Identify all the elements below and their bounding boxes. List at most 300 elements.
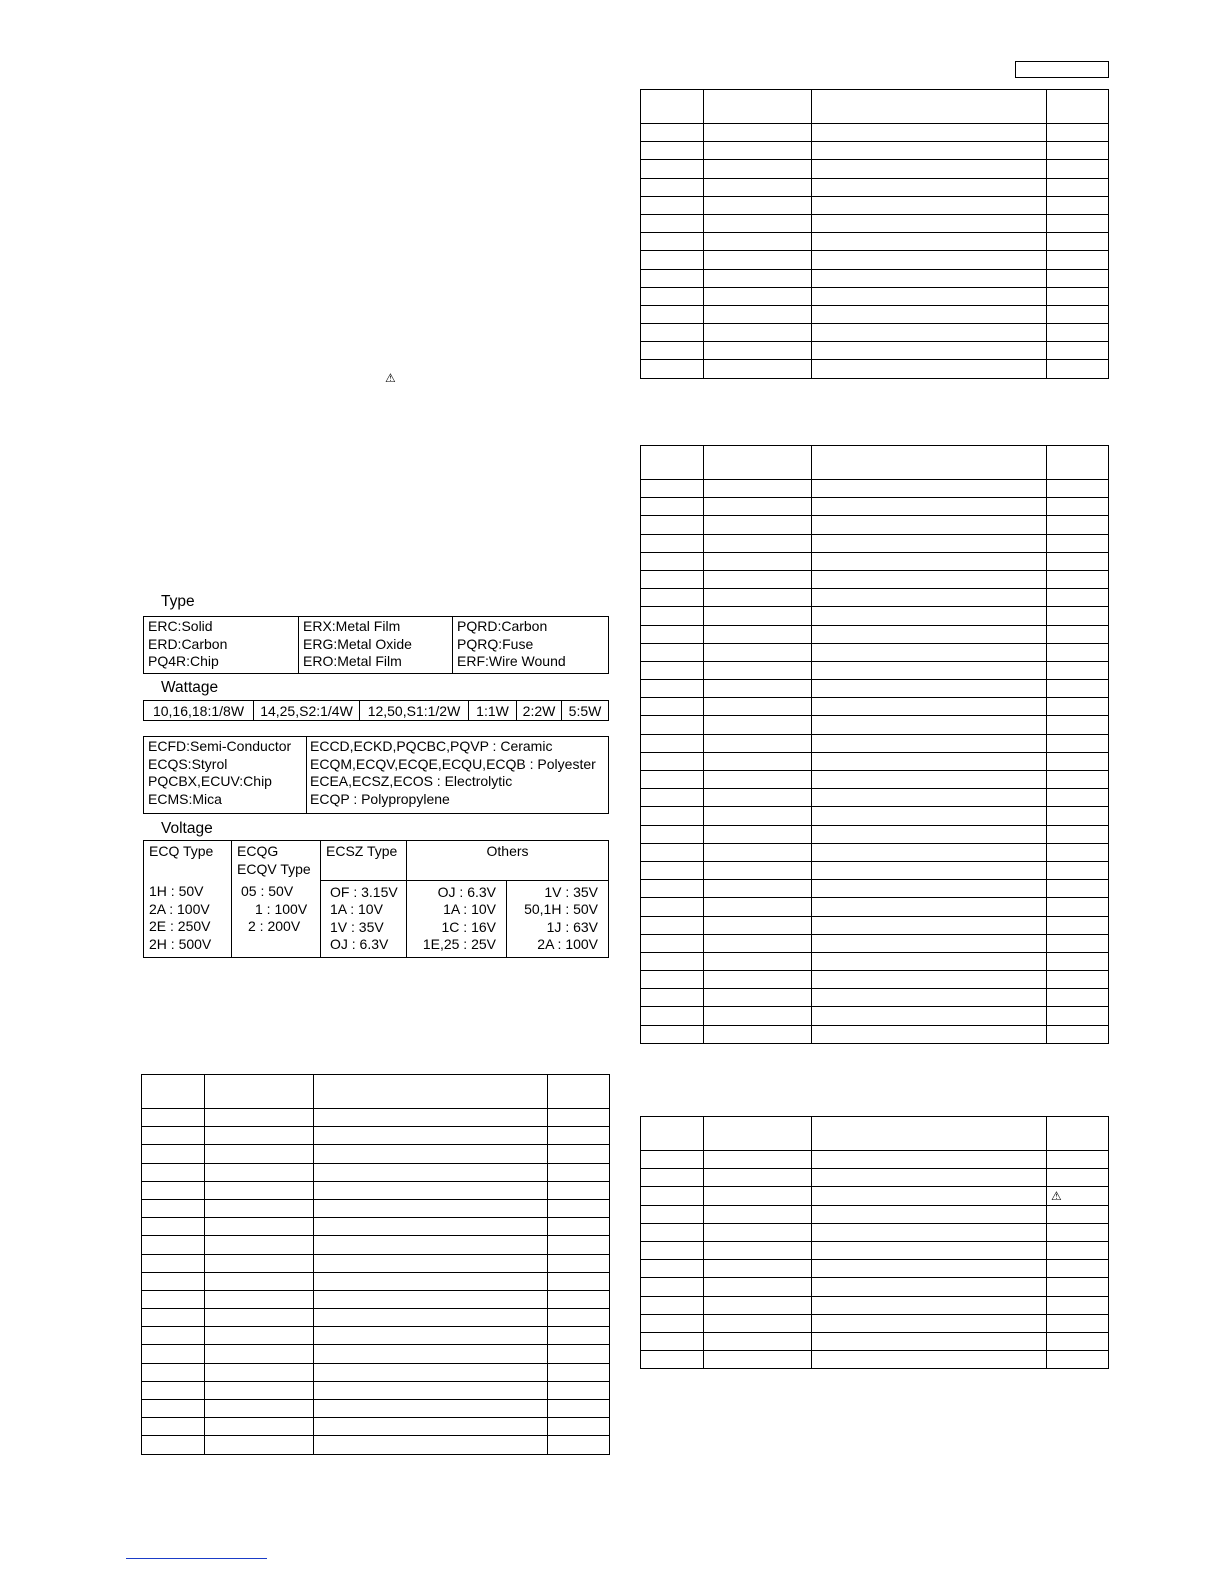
voltage-value: 05 : 50V bbox=[241, 883, 294, 899]
table-cell bbox=[1047, 825, 1109, 843]
table-cell bbox=[704, 534, 812, 552]
type-entry: ERC:Solid bbox=[148, 618, 213, 634]
table-cell bbox=[548, 1145, 610, 1163]
table-cell bbox=[205, 1236, 314, 1254]
table-cell bbox=[812, 1169, 1047, 1187]
table-cell bbox=[704, 952, 812, 970]
table-cell bbox=[205, 1181, 314, 1199]
table-row bbox=[641, 789, 1109, 807]
table-cell bbox=[1047, 1278, 1109, 1296]
table-cell bbox=[641, 1169, 704, 1187]
table-cell bbox=[641, 1151, 704, 1169]
table-header-row bbox=[641, 446, 1109, 480]
voltage-others-a-values bbox=[407, 880, 507, 957]
table-row bbox=[641, 124, 1109, 142]
table-cell bbox=[314, 1109, 548, 1127]
table-cell bbox=[1047, 142, 1109, 160]
table-row bbox=[641, 570, 1109, 588]
table-cell bbox=[812, 251, 1047, 269]
table-row bbox=[142, 1236, 610, 1254]
table-cell bbox=[812, 716, 1047, 734]
wattage-cell: 5:5W bbox=[562, 701, 609, 721]
resistor-type-legend bbox=[143, 616, 609, 674]
table-header-row bbox=[641, 90, 1109, 124]
table-row bbox=[142, 1181, 610, 1199]
table-cell bbox=[548, 1418, 610, 1436]
table-cell bbox=[641, 934, 704, 952]
wattage-legend-title: Wattage bbox=[161, 679, 219, 696]
table-row bbox=[142, 1109, 610, 1127]
table-header-cell bbox=[142, 1075, 205, 1109]
table-cell bbox=[314, 1363, 548, 1381]
table-cell bbox=[641, 305, 704, 323]
table-cell bbox=[641, 233, 704, 251]
table-cell bbox=[812, 498, 1047, 516]
table-cell bbox=[704, 160, 812, 178]
table-row bbox=[142, 1381, 610, 1399]
table-cell bbox=[641, 861, 704, 879]
table-cell bbox=[704, 680, 812, 698]
table-cell bbox=[641, 734, 704, 752]
table-row bbox=[142, 1345, 610, 1363]
table-cell bbox=[1047, 589, 1109, 607]
table-cell bbox=[548, 1309, 610, 1327]
table-cell bbox=[314, 1400, 548, 1418]
table-cell bbox=[641, 498, 704, 516]
table-cell bbox=[641, 898, 704, 916]
table-cell bbox=[704, 898, 812, 916]
table-cell bbox=[812, 1025, 1047, 1043]
table-cell bbox=[812, 734, 1047, 752]
table-cell bbox=[641, 251, 704, 269]
table-cell bbox=[314, 1181, 548, 1199]
table-header-row bbox=[641, 1117, 1109, 1151]
table-row bbox=[142, 1400, 610, 1418]
table-cell bbox=[641, 589, 704, 607]
table-cell bbox=[704, 971, 812, 989]
page-header-box bbox=[1015, 61, 1109, 78]
wattage-cell: 12,50,S1:1/2W bbox=[360, 701, 469, 721]
table-cell bbox=[205, 1345, 314, 1363]
table-row bbox=[641, 952, 1109, 970]
table-header-cell bbox=[1047, 446, 1109, 480]
table-cell bbox=[812, 898, 1047, 916]
table-cell bbox=[641, 1241, 704, 1259]
table-cell bbox=[1047, 480, 1109, 498]
table-cell bbox=[548, 1109, 610, 1127]
voltage-legend-title: Voltage bbox=[161, 820, 213, 837]
table-cell bbox=[812, 516, 1047, 534]
table-cell bbox=[641, 989, 704, 1007]
table-cell bbox=[1047, 643, 1109, 661]
table-row bbox=[641, 861, 1109, 879]
capacitor-type-legend bbox=[143, 736, 609, 814]
table-cell bbox=[1047, 989, 1109, 1007]
table-row bbox=[142, 1272, 610, 1290]
table-cell bbox=[812, 934, 1047, 952]
table-cell bbox=[1047, 843, 1109, 861]
table-cell bbox=[205, 1400, 314, 1418]
table-cell bbox=[704, 552, 812, 570]
warning-icon: ⚠ bbox=[1051, 1188, 1062, 1203]
table-row bbox=[142, 1145, 610, 1163]
table-cell bbox=[142, 1381, 205, 1399]
table-cell bbox=[1047, 734, 1109, 752]
table-cell bbox=[704, 789, 812, 807]
table-row bbox=[641, 971, 1109, 989]
table-cell bbox=[1047, 516, 1109, 534]
table-cell bbox=[1047, 807, 1109, 825]
table-cell bbox=[142, 1418, 205, 1436]
voltage-header-ecsz: ECSZ Type bbox=[321, 841, 407, 881]
table-cell bbox=[704, 807, 812, 825]
table-cell bbox=[314, 1272, 548, 1290]
table-cell bbox=[704, 251, 812, 269]
table-cell bbox=[812, 607, 1047, 625]
table-cell bbox=[1047, 534, 1109, 552]
table-cell bbox=[314, 1199, 548, 1217]
table-cell bbox=[812, 989, 1047, 1007]
table-cell bbox=[641, 269, 704, 287]
table-cell bbox=[641, 1260, 704, 1278]
table-cell bbox=[641, 480, 704, 498]
table-cell bbox=[548, 1272, 610, 1290]
table-row bbox=[641, 1007, 1109, 1025]
table-cell bbox=[205, 1327, 314, 1345]
table-cell bbox=[142, 1309, 205, 1327]
table-cell bbox=[704, 625, 812, 643]
table-row bbox=[641, 305, 1109, 323]
table-cell bbox=[1047, 124, 1109, 142]
voltage-ecsz-values bbox=[321, 880, 407, 957]
table-cell bbox=[704, 989, 812, 1007]
voltage-value: 50,1H : 50V bbox=[524, 901, 599, 917]
table-cell bbox=[1047, 233, 1109, 251]
voltage-header-ecqg bbox=[232, 841, 321, 881]
table-cell bbox=[1047, 196, 1109, 214]
table-cell bbox=[812, 160, 1047, 178]
table-cell bbox=[641, 1278, 704, 1296]
table-cell bbox=[314, 1436, 548, 1454]
table-cell bbox=[704, 771, 812, 789]
table-header-cell bbox=[812, 90, 1047, 124]
table-cell bbox=[704, 1260, 812, 1278]
table-cell bbox=[704, 698, 812, 716]
voltage-header-line: ECQV Type bbox=[237, 860, 311, 877]
voltage-value: OJ : 6.3V bbox=[437, 883, 496, 900]
table-row bbox=[641, 825, 1109, 843]
table-cell bbox=[704, 825, 812, 843]
parts-table-right-2 bbox=[640, 445, 1109, 1044]
table-cell bbox=[548, 1381, 610, 1399]
table-row bbox=[641, 607, 1109, 625]
parts-table-left-1 bbox=[141, 1074, 610, 1455]
table-cell bbox=[1047, 324, 1109, 342]
table-cell bbox=[314, 1127, 548, 1145]
table-cell bbox=[548, 1218, 610, 1236]
table-cell bbox=[142, 1236, 205, 1254]
table-cell bbox=[641, 971, 704, 989]
table-row bbox=[641, 1314, 1109, 1332]
table-row bbox=[641, 1296, 1109, 1314]
table-cell bbox=[812, 1223, 1047, 1241]
table-cell bbox=[704, 324, 812, 342]
table-cell bbox=[314, 1145, 548, 1163]
table-row bbox=[641, 1169, 1109, 1187]
table-cell bbox=[548, 1199, 610, 1217]
table-cell bbox=[704, 498, 812, 516]
type-entry: ERX:Metal Film bbox=[303, 618, 401, 634]
table-row bbox=[641, 1223, 1109, 1241]
table-cell bbox=[1047, 342, 1109, 360]
table-cell bbox=[1047, 789, 1109, 807]
table-row bbox=[641, 1151, 1109, 1169]
table-cell bbox=[641, 287, 704, 305]
table-row bbox=[641, 480, 1109, 498]
table-cell bbox=[1047, 1007, 1109, 1025]
table-cell bbox=[1047, 305, 1109, 323]
table-cell bbox=[142, 1363, 205, 1381]
table-cell bbox=[812, 1351, 1047, 1369]
type-entry: ERD:Carbon bbox=[148, 635, 228, 652]
table-cell bbox=[548, 1236, 610, 1254]
table-row bbox=[641, 534, 1109, 552]
voltage-others-b-values bbox=[507, 880, 609, 957]
table-row bbox=[142, 1218, 610, 1236]
table-cell bbox=[314, 1218, 548, 1236]
table-cell bbox=[1047, 178, 1109, 196]
table-cell bbox=[205, 1309, 314, 1327]
table-cell bbox=[205, 1363, 314, 1381]
table-cell bbox=[812, 1314, 1047, 1332]
table-row bbox=[641, 342, 1109, 360]
table-cell bbox=[142, 1218, 205, 1236]
table-cell bbox=[812, 1007, 1047, 1025]
type-col-1 bbox=[144, 617, 299, 674]
table-cell bbox=[1047, 1314, 1109, 1332]
table-cell bbox=[704, 661, 812, 679]
table-cell bbox=[704, 214, 812, 232]
table-cell bbox=[641, 843, 704, 861]
table-row bbox=[641, 698, 1109, 716]
table-row bbox=[641, 160, 1109, 178]
table-cell bbox=[641, 807, 704, 825]
table-cell bbox=[641, 752, 704, 770]
table-row bbox=[641, 516, 1109, 534]
table-row bbox=[641, 589, 1109, 607]
table-cell bbox=[548, 1436, 610, 1454]
type-entry: ERO:Metal Film bbox=[303, 653, 402, 669]
type-col-2 bbox=[299, 617, 453, 674]
table-cell bbox=[812, 1332, 1047, 1350]
table-cell bbox=[641, 789, 704, 807]
table-cell bbox=[641, 1332, 704, 1350]
table-row bbox=[142, 1127, 610, 1145]
table-cell bbox=[205, 1418, 314, 1436]
table-header-cell bbox=[205, 1075, 314, 1109]
table-cell bbox=[812, 214, 1047, 232]
table-cell bbox=[812, 570, 1047, 588]
table-cell bbox=[205, 1218, 314, 1236]
table-cell bbox=[641, 1351, 704, 1369]
table-cell bbox=[142, 1436, 205, 1454]
table-cell bbox=[205, 1254, 314, 1272]
table-header-cell bbox=[812, 446, 1047, 480]
table-cell bbox=[142, 1272, 205, 1290]
table-row bbox=[641, 1351, 1109, 1369]
capacitor-entry: ECEA,ECSZ,ECOS : Electrolytic bbox=[310, 773, 513, 789]
parts-table-right-1 bbox=[640, 89, 1109, 379]
table-cell bbox=[548, 1327, 610, 1345]
table-cell bbox=[1047, 570, 1109, 588]
table-cell bbox=[1047, 214, 1109, 232]
table-cell bbox=[641, 342, 704, 360]
table-cell bbox=[812, 698, 1047, 716]
table-row bbox=[641, 734, 1109, 752]
table-header-cell bbox=[1047, 1117, 1109, 1151]
table-row bbox=[641, 142, 1109, 160]
table-cell bbox=[1047, 625, 1109, 643]
voltage-ecqg-values bbox=[232, 880, 321, 957]
type-entry: PQ4R:Chip bbox=[148, 653, 219, 669]
table-cell bbox=[641, 1187, 704, 1205]
table-cell bbox=[704, 269, 812, 287]
table-row bbox=[142, 1363, 610, 1381]
table-cell bbox=[704, 607, 812, 625]
table-cell bbox=[1047, 698, 1109, 716]
table-cell bbox=[812, 771, 1047, 789]
voltage-value: 1C : 16V bbox=[441, 918, 496, 935]
table-cell bbox=[1047, 934, 1109, 952]
table-row bbox=[641, 1332, 1109, 1350]
table-cell bbox=[704, 196, 812, 214]
table-cell bbox=[812, 916, 1047, 934]
capacitor-entry: ECQM,ECQV,ECQE,ECQU,ECQB : Polyester bbox=[310, 755, 596, 772]
table-row bbox=[641, 916, 1109, 934]
type-legend-title: Type bbox=[161, 593, 195, 610]
table-cell bbox=[314, 1236, 548, 1254]
footer-link-underline[interactable] bbox=[126, 1558, 267, 1559]
table-row bbox=[641, 807, 1109, 825]
table-cell bbox=[812, 861, 1047, 879]
table-cell bbox=[1047, 952, 1109, 970]
table-cell bbox=[812, 1278, 1047, 1296]
table-cell bbox=[641, 124, 704, 142]
type-entry: ERG:Metal Oxide bbox=[303, 635, 412, 652]
table-cell bbox=[1047, 1025, 1109, 1043]
table-cell bbox=[205, 1163, 314, 1181]
table-cell bbox=[704, 734, 812, 752]
wattage-cell: 2:2W bbox=[517, 701, 562, 721]
capacitor-entry: ECMS:Mica bbox=[148, 790, 222, 807]
table-cell bbox=[641, 570, 704, 588]
table-cell bbox=[704, 516, 812, 534]
table-cell bbox=[1047, 1205, 1109, 1223]
table-cell bbox=[812, 142, 1047, 160]
table-cell bbox=[641, 607, 704, 625]
capacitor-entry: PQCBX,ECUV:Chip bbox=[148, 773, 272, 789]
table-cell bbox=[704, 342, 812, 360]
table-cell bbox=[1047, 680, 1109, 698]
table-cell bbox=[704, 1241, 812, 1259]
table-cell bbox=[1047, 1260, 1109, 1278]
table-cell bbox=[704, 1332, 812, 1350]
table-cell bbox=[812, 124, 1047, 142]
table-row bbox=[641, 989, 1109, 1007]
table-row bbox=[142, 1418, 610, 1436]
table-cell bbox=[812, 178, 1047, 196]
voltage-value: 1 : 100V bbox=[255, 900, 308, 917]
table-cell bbox=[1047, 160, 1109, 178]
table-cell bbox=[704, 1151, 812, 1169]
table-cell bbox=[812, 534, 1047, 552]
voltage-header-others: Others bbox=[407, 841, 609, 881]
table-cell bbox=[142, 1181, 205, 1199]
table-row bbox=[641, 324, 1109, 342]
table-cell bbox=[205, 1290, 314, 1308]
table-row bbox=[641, 1241, 1109, 1259]
table-cell bbox=[1047, 251, 1109, 269]
table-cell bbox=[314, 1163, 548, 1181]
table-cell bbox=[1047, 1151, 1109, 1169]
type-entry: PQRQ:Fuse bbox=[457, 635, 534, 652]
table-row bbox=[641, 552, 1109, 570]
table-cell bbox=[142, 1199, 205, 1217]
table-cell bbox=[142, 1127, 205, 1145]
table-cell bbox=[314, 1345, 548, 1363]
table-cell bbox=[812, 196, 1047, 214]
table-header-cell bbox=[641, 446, 704, 480]
table-row bbox=[142, 1199, 610, 1217]
table-cell bbox=[812, 342, 1047, 360]
table-cell bbox=[1047, 898, 1109, 916]
table-cell bbox=[548, 1181, 610, 1199]
table-cell bbox=[812, 269, 1047, 287]
table-header-cell bbox=[641, 90, 704, 124]
table-row bbox=[641, 1187, 1109, 1205]
table-cell bbox=[704, 589, 812, 607]
table-cell bbox=[812, 643, 1047, 661]
table-cell bbox=[1047, 607, 1109, 625]
table-cell bbox=[142, 1163, 205, 1181]
table-header-cell bbox=[812, 1117, 1047, 1151]
table-cell bbox=[641, 1223, 704, 1241]
table-row bbox=[641, 498, 1109, 516]
table-cell bbox=[704, 1278, 812, 1296]
table-row bbox=[142, 1290, 610, 1308]
table-cell bbox=[812, 552, 1047, 570]
table-cell bbox=[704, 178, 812, 196]
table-cell bbox=[641, 1314, 704, 1332]
table-cell bbox=[1047, 971, 1109, 989]
table-cell bbox=[812, 971, 1047, 989]
table-cell bbox=[812, 1241, 1047, 1259]
table-row bbox=[641, 1025, 1109, 1043]
table-cell bbox=[641, 716, 704, 734]
voltage-header-line: ECQG bbox=[237, 843, 279, 859]
table-row bbox=[641, 771, 1109, 789]
table-cell bbox=[812, 789, 1047, 807]
table-row bbox=[641, 251, 1109, 269]
table-cell bbox=[142, 1327, 205, 1345]
table-cell bbox=[704, 643, 812, 661]
wattage-cell: 1:1W bbox=[469, 701, 517, 721]
table-cell bbox=[812, 680, 1047, 698]
table-cell bbox=[641, 880, 704, 898]
table-cell bbox=[1047, 269, 1109, 287]
table-cell bbox=[812, 480, 1047, 498]
warning-icon: ⚠ bbox=[385, 371, 396, 385]
